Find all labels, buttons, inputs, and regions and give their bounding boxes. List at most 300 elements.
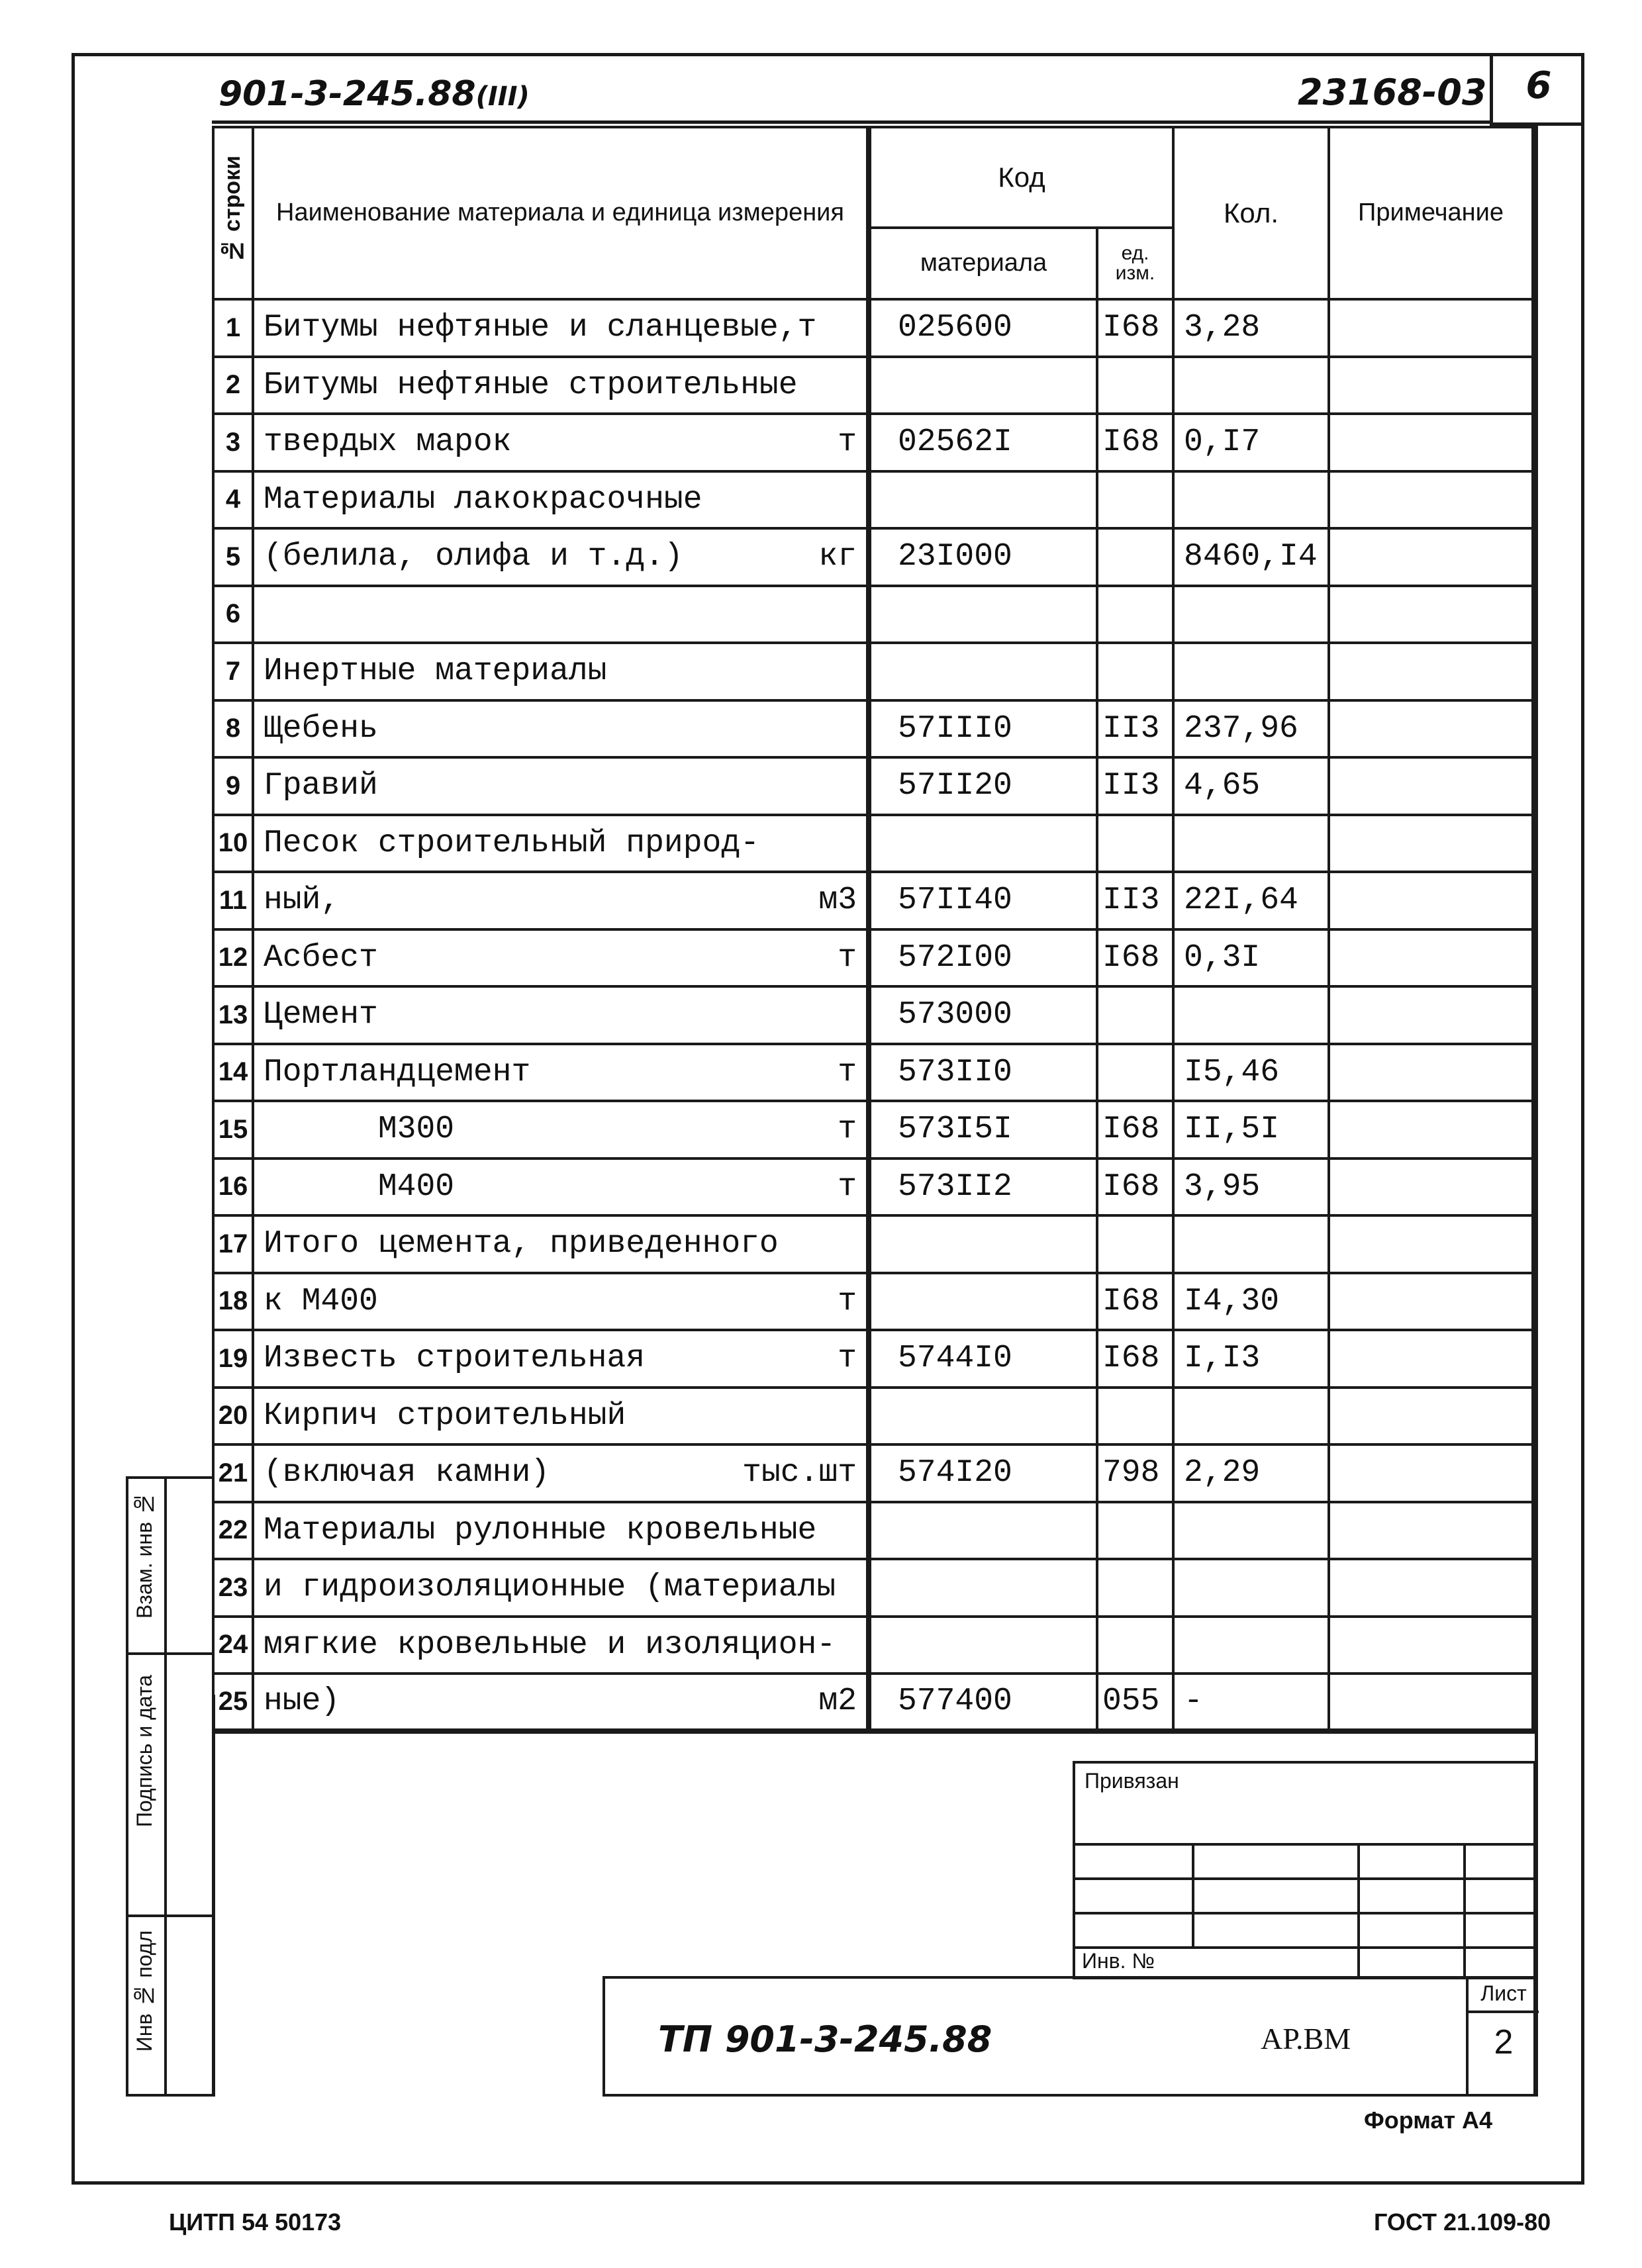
- unit-code: I68: [1102, 1111, 1160, 1148]
- material-code-cell: [869, 1101, 1097, 1158]
- row-number-cell: [213, 700, 253, 758]
- row-number-cell: [213, 414, 253, 471]
- doc-code-text: ТП 901-3-245.88: [658, 2018, 992, 2060]
- page-corner-number: 6: [1525, 64, 1552, 107]
- material-name: М400: [264, 1168, 455, 1205]
- row-number: 2: [225, 370, 241, 400]
- material-unit: т: [838, 424, 857, 461]
- unit-code-cell: [1097, 643, 1173, 700]
- quantity: 4,65: [1184, 768, 1261, 804]
- material-name-cell: [253, 1617, 869, 1674]
- table-row: [213, 1330, 1534, 1388]
- note-cell: [1329, 815, 1534, 873]
- row-number: 4: [225, 485, 241, 514]
- quantity-cell: [1173, 1444, 1329, 1502]
- quantity: 2,29: [1184, 1455, 1261, 1491]
- material-name-cell: [253, 414, 869, 471]
- table-row: [213, 1388, 1534, 1445]
- row-number-cell: [213, 1215, 253, 1273]
- note-cell: [1329, 1158, 1534, 1216]
- privyazan-row-1: [1073, 1843, 1536, 1846]
- material-code-cell: [869, 757, 1097, 815]
- material-name-cell: [253, 1674, 869, 1731]
- row-number-cell: [213, 929, 253, 987]
- material-name-wrap: [264, 826, 857, 861]
- unit-code-cell: [1097, 1617, 1173, 1674]
- material-code: 57III0: [898, 710, 1012, 747]
- quantity-cell: [1173, 1388, 1329, 1445]
- material-code-cell: [869, 929, 1097, 987]
- material-unit: т: [838, 1111, 857, 1148]
- material-unit: кг: [818, 539, 857, 575]
- material-name-wrap: [264, 1398, 857, 1434]
- doc-mark: АР.ВМ: [1261, 2022, 1351, 2055]
- table-row: [213, 986, 1534, 1044]
- material-name-wrap: [264, 653, 857, 689]
- material-name-cell: [253, 700, 869, 758]
- material-name-cell: [253, 1444, 869, 1502]
- material-name: (белила, олифа и т.д.): [264, 539, 683, 575]
- material-name: Итого цемента, приведенного: [264, 1226, 779, 1262]
- note-cell: [1329, 872, 1534, 929]
- material-name-cell: [253, 1502, 869, 1560]
- material-name-wrap: [264, 1683, 857, 1719]
- privyazan-col-2: [1357, 1843, 1360, 1979]
- material-name-wrap: [264, 882, 857, 918]
- table-row: [213, 528, 1534, 586]
- material-code-cell: [869, 986, 1097, 1044]
- material-code-cell: [869, 1674, 1097, 1731]
- material-name: Гравий: [264, 768, 378, 804]
- table-row: [213, 1044, 1534, 1102]
- row-number: 17: [218, 1229, 248, 1258]
- quantity: I5,46: [1184, 1054, 1280, 1090]
- row-number-cell: [213, 815, 253, 873]
- material-name-cell: [253, 299, 869, 357]
- unit-code: I68: [1102, 1283, 1160, 1319]
- unit-code: I68: [1102, 1341, 1160, 1377]
- material-name-wrap: [264, 1341, 857, 1376]
- material-code-cell: [869, 1158, 1097, 1216]
- stamp-signature-field: [164, 1652, 215, 1917]
- material-name-cell: [253, 757, 869, 815]
- row-number-cell: [213, 1559, 253, 1617]
- note-cell: [1329, 1502, 1534, 1560]
- unit-code: II3: [1102, 710, 1160, 747]
- quantity-cell: [1173, 357, 1329, 414]
- table-row: [213, 1559, 1534, 1617]
- material-unit: т: [838, 1054, 857, 1090]
- gost-label: ГОСТ 21.109-80: [1374, 2208, 1551, 2236]
- quantity-cell: [1173, 643, 1329, 700]
- material-name-wrap: [264, 1455, 857, 1491]
- row-number-cell: [213, 1330, 253, 1388]
- row-number: 9: [225, 771, 241, 800]
- material-code-cell: [869, 414, 1097, 471]
- unit-code-cell: [1097, 1444, 1173, 1502]
- unit-code-cell: [1097, 357, 1173, 414]
- quantity-cell: [1173, 414, 1329, 471]
- material-name-wrap: [264, 424, 857, 460]
- material-name-wrap: [264, 711, 857, 747]
- material-name-cell: [253, 471, 869, 529]
- stamp-signature-text: Подпись и дата: [132, 1675, 156, 1828]
- note-cell: [1329, 1559, 1534, 1617]
- unit-code: II3: [1102, 882, 1160, 919]
- unit-code-cell: [1097, 700, 1173, 758]
- material-code-cell: [869, 1044, 1097, 1102]
- material-code-cell: [869, 586, 1097, 643]
- note-cell: [1329, 586, 1534, 643]
- table-row: [213, 1101, 1534, 1158]
- material-code-cell: [869, 1330, 1097, 1388]
- material-name: Известь строительная: [264, 1341, 646, 1377]
- quantity-cell: [1173, 1330, 1329, 1388]
- row-number: 15: [218, 1114, 248, 1144]
- material-name-wrap: [264, 1513, 857, 1548]
- header-note: [1329, 127, 1534, 299]
- unit-code-cell: [1097, 299, 1173, 357]
- quantity-cell: [1173, 1044, 1329, 1102]
- table-row: [213, 700, 1534, 758]
- row-number-cell: [213, 528, 253, 586]
- note-cell: [1329, 1273, 1534, 1331]
- quantity-cell: [1173, 1101, 1329, 1158]
- material-name: и гидроизоляционные (материалы: [264, 1570, 836, 1606]
- table-row: [213, 757, 1534, 815]
- unit-code-cell: [1097, 1330, 1173, 1388]
- material-unit: м3: [818, 882, 857, 919]
- stamp-signature: [126, 1652, 167, 1917]
- quantity: I4,30: [1184, 1283, 1280, 1319]
- sheet-label: Лист: [1469, 1976, 1539, 2013]
- row-number: 1: [225, 312, 241, 342]
- material-name-wrap: [264, 367, 857, 403]
- material-name-wrap: [264, 1570, 857, 1605]
- note-cell: [1329, 1330, 1534, 1388]
- unit-code: 055: [1102, 1683, 1160, 1720]
- unit-code-cell: [1097, 528, 1173, 586]
- quantity-cell: [1173, 872, 1329, 929]
- sheet-cell: [1466, 1976, 1541, 2097]
- material-name-wrap: [264, 539, 857, 575]
- material-name-cell: [253, 986, 869, 1044]
- material-name: Кирпич строительный: [264, 1397, 626, 1434]
- header-name-text: Наименование материала и единица измерения: [276, 199, 844, 227]
- unit-code: II3: [1102, 768, 1160, 804]
- row-number: 13: [218, 1000, 248, 1029]
- material-code: 573II0: [898, 1054, 1012, 1090]
- header-name: [253, 127, 869, 299]
- note-cell: [1329, 299, 1534, 357]
- privyazan-col-1: [1192, 1843, 1194, 1946]
- material-code: 573II2: [898, 1168, 1012, 1205]
- quantity-cell: [1173, 299, 1329, 357]
- material-code: 025600: [898, 310, 1012, 346]
- quantity-cell: [1173, 757, 1329, 815]
- row-number: 7: [225, 656, 241, 686]
- material-name-wrap: [264, 940, 857, 976]
- title-block: [603, 1976, 1536, 2097]
- row-number-cell: [213, 757, 253, 815]
- table-row: [213, 299, 1534, 357]
- table-row: [213, 586, 1534, 643]
- row-number: 25: [218, 1686, 248, 1716]
- note-cell: [1329, 1044, 1534, 1102]
- unit-code-cell: [1097, 1559, 1173, 1617]
- quantity: 8460,I4: [1184, 539, 1318, 575]
- material-name-cell: [253, 1044, 869, 1102]
- material-code-cell: [869, 700, 1097, 758]
- material-name-wrap: [264, 482, 857, 518]
- header-code-material-text: материала: [920, 249, 1047, 277]
- material-name-cell: [253, 528, 869, 586]
- material-name: мягкие кровельные и изоляцион-: [264, 1627, 836, 1663]
- note-cell: [1329, 357, 1534, 414]
- unit-code: I68: [1102, 1168, 1160, 1205]
- material-code-cell: [869, 872, 1097, 929]
- material-name: ные): [264, 1683, 340, 1720]
- note-cell: [1329, 757, 1534, 815]
- stamp-vzam-inv-field: [164, 1476, 215, 1655]
- row-number-cell: [213, 1674, 253, 1731]
- material-code-cell: [869, 471, 1097, 529]
- unit-code: I68: [1102, 310, 1160, 346]
- privyazan-block: [1073, 1761, 1536, 1979]
- header-row-number: [213, 127, 253, 299]
- printer-code: ЦИТП 54 50173: [169, 2208, 342, 2236]
- unit-code-cell: [1097, 1273, 1173, 1331]
- note-cell: [1329, 1444, 1534, 1502]
- material-code: 573000: [898, 997, 1012, 1033]
- material-name: Асбест: [264, 939, 378, 976]
- material-name-cell: [253, 1101, 869, 1158]
- row-number-cell: [213, 872, 253, 929]
- row-number: 18: [218, 1286, 248, 1316]
- material-unit: тыс.шт: [742, 1455, 857, 1491]
- material-name-wrap: [264, 1284, 857, 1319]
- quantity: 237,96: [1184, 710, 1298, 747]
- table-row: [213, 1158, 1534, 1216]
- quantity-cell: [1173, 700, 1329, 758]
- row-number: 14: [218, 1057, 248, 1087]
- header-qty: [1173, 127, 1329, 299]
- note-cell: [1329, 414, 1534, 471]
- header-note-text: Примечание: [1358, 199, 1504, 227]
- material-name-cell: [253, 643, 869, 700]
- row-number-cell: [213, 471, 253, 529]
- table-row: [213, 1674, 1534, 1731]
- quantity-cell: [1173, 1617, 1329, 1674]
- row-number: 19: [218, 1343, 248, 1373]
- material-unit: т: [838, 939, 857, 976]
- material-code-cell: [869, 357, 1097, 414]
- material-name-cell: [253, 929, 869, 987]
- unit-code-cell: [1097, 757, 1173, 815]
- header-code-material: [869, 228, 1097, 299]
- quantity: II,5I: [1184, 1111, 1280, 1148]
- material-code-cell: [869, 1273, 1097, 1331]
- material-name-cell: [253, 1330, 869, 1388]
- material-name-wrap: [264, 1226, 857, 1262]
- quantity: 3,95: [1184, 1168, 1261, 1205]
- material-name: Портландцемент: [264, 1054, 531, 1090]
- material-name: Материалы рулонные кровельные: [264, 1512, 817, 1548]
- material-code-cell: [869, 815, 1097, 873]
- archive-number: 23168-03: [1298, 71, 1487, 113]
- unit-code-cell: [1097, 414, 1173, 471]
- material-name-cell: [253, 1215, 869, 1273]
- quantity-cell: [1173, 1559, 1329, 1617]
- material-code: 23I000: [898, 539, 1012, 575]
- material-name: (включая камни): [264, 1455, 550, 1491]
- material-code-cell: [869, 1444, 1097, 1502]
- note-cell: [1329, 1388, 1534, 1445]
- header-code-unit-text: ед. изм.: [1115, 242, 1155, 284]
- privyazan-col-3: [1463, 1843, 1466, 1979]
- row-number-cell: [213, 1158, 253, 1216]
- material-name-cell: [253, 357, 869, 414]
- table-row: [213, 414, 1534, 471]
- doc-code: [658, 2018, 992, 2060]
- quantity: 22I,64: [1184, 882, 1298, 919]
- material-name-cell: [253, 586, 869, 643]
- material-code-cell: [869, 1215, 1097, 1273]
- unit-code-cell: [1097, 815, 1173, 873]
- note-cell: [1329, 929, 1534, 987]
- note-cell: [1329, 471, 1534, 529]
- material-name: Битумы нефтяные и сланцевые,т: [264, 310, 817, 346]
- header-code-text: Код: [998, 161, 1045, 193]
- stamp-inv-podl: [126, 1914, 167, 2097]
- row-number: 3: [225, 427, 241, 457]
- material-code: 573I5I: [898, 1111, 1012, 1148]
- stamp-inv-podl-text: Инв № подл: [132, 1930, 156, 2052]
- unit-code-cell: [1097, 1158, 1173, 1216]
- row-number: 23: [218, 1572, 248, 1602]
- quantity-cell: [1173, 528, 1329, 586]
- row-number: 20: [218, 1401, 248, 1431]
- quantity-cell: [1173, 1158, 1329, 1216]
- material-name: Материалы лакокрасочные: [264, 481, 702, 518]
- table-row: [213, 815, 1534, 873]
- material-unit: м2: [818, 1683, 857, 1720]
- unit-code: I68: [1102, 939, 1160, 976]
- material-name-cell: [253, 1559, 869, 1617]
- stamp-vzam-inv-text: Взам. инв №: [132, 1492, 156, 1619]
- material-name: Цемент: [264, 997, 378, 1033]
- materials-table: [212, 126, 1537, 1734]
- unit-code: 798: [1102, 1455, 1160, 1491]
- table-row: [213, 1273, 1534, 1331]
- material-code: 57II40: [898, 882, 1012, 919]
- sheet-number: 2: [1494, 2023, 1514, 2061]
- unit-code-cell: [1097, 1215, 1173, 1273]
- stamp-inv-podl-field: [164, 1914, 215, 2097]
- material-name: Битумы нефтяные строительные: [264, 367, 798, 403]
- header-code-unit: [1097, 228, 1173, 299]
- material-name-wrap: [264, 1169, 857, 1205]
- unit-code-cell: [1097, 471, 1173, 529]
- quantity-cell: [1173, 471, 1329, 529]
- quantity: -: [1184, 1683, 1203, 1720]
- quantity-cell: [1173, 929, 1329, 987]
- note-cell: [1329, 1215, 1534, 1273]
- row-number: 8: [225, 714, 241, 743]
- unit-code-cell: [1097, 872, 1173, 929]
- material-code: 57II20: [898, 768, 1012, 804]
- material-name-wrap: [264, 310, 857, 346]
- material-code-cell: [869, 643, 1097, 700]
- page-corner-box: [1490, 53, 1584, 126]
- unit-code-cell: [1097, 929, 1173, 987]
- material-unit: т: [838, 1168, 857, 1205]
- quantity-cell: [1173, 986, 1329, 1044]
- note-cell: [1329, 700, 1534, 758]
- material-code-cell: [869, 299, 1097, 357]
- material-name: твердых марок: [264, 424, 512, 461]
- table-row: [213, 357, 1534, 414]
- material-code: 577400: [898, 1683, 1012, 1720]
- header-underline: [212, 120, 1490, 124]
- privyazan-row-2: [1073, 1877, 1536, 1880]
- material-name-cell: [253, 815, 869, 873]
- row-number: 22: [218, 1515, 248, 1545]
- inv-no-label: Инв. №: [1082, 1949, 1155, 1973]
- header-qty-text: Кол.: [1223, 197, 1279, 228]
- row-number: 16: [218, 1172, 248, 1202]
- material-code: 574I20: [898, 1455, 1012, 1491]
- row-number-cell: [213, 1444, 253, 1502]
- quantity-cell: [1173, 586, 1329, 643]
- material-name-cell: [253, 872, 869, 929]
- header-code: [869, 127, 1173, 228]
- material-name-cell: [253, 1158, 869, 1216]
- note-cell: [1329, 1101, 1534, 1158]
- row-number-cell: [213, 986, 253, 1044]
- row-number-cell: [213, 643, 253, 700]
- project-number-text: 901-3-245.88: [218, 74, 476, 114]
- unit-code-cell: [1097, 1388, 1173, 1445]
- material-code-cell: [869, 1502, 1097, 1560]
- row-number-cell: [213, 1273, 253, 1331]
- material-name: Щебень: [264, 710, 378, 747]
- unit-code-cell: [1097, 1674, 1173, 1731]
- quantity: 0,I7: [1184, 424, 1261, 461]
- quantity: I,I3: [1184, 1341, 1261, 1377]
- material-name: к М400: [264, 1283, 378, 1319]
- material-code: 572I00: [898, 939, 1012, 976]
- quantity-cell: [1173, 1215, 1329, 1273]
- material-name: М300: [264, 1111, 455, 1148]
- unit-code-cell: [1097, 586, 1173, 643]
- row-number: 6: [225, 599, 241, 629]
- row-number-cell: [213, 1044, 253, 1102]
- row-number: 12: [218, 943, 248, 972]
- material-unit: т: [838, 1283, 857, 1319]
- material-code-cell: [869, 1617, 1097, 1674]
- note-cell: [1329, 1674, 1534, 1731]
- quantity-cell: [1173, 1502, 1329, 1560]
- table-row: [213, 471, 1534, 529]
- material-name-cell: [253, 1388, 869, 1445]
- row-number-cell: [213, 1502, 253, 1560]
- note-cell: [1329, 1617, 1534, 1674]
- row-number-cell: [213, 586, 253, 643]
- material-name-wrap: [264, 768, 857, 804]
- material-code: 02562I: [898, 424, 1012, 461]
- material-code-cell: [869, 528, 1097, 586]
